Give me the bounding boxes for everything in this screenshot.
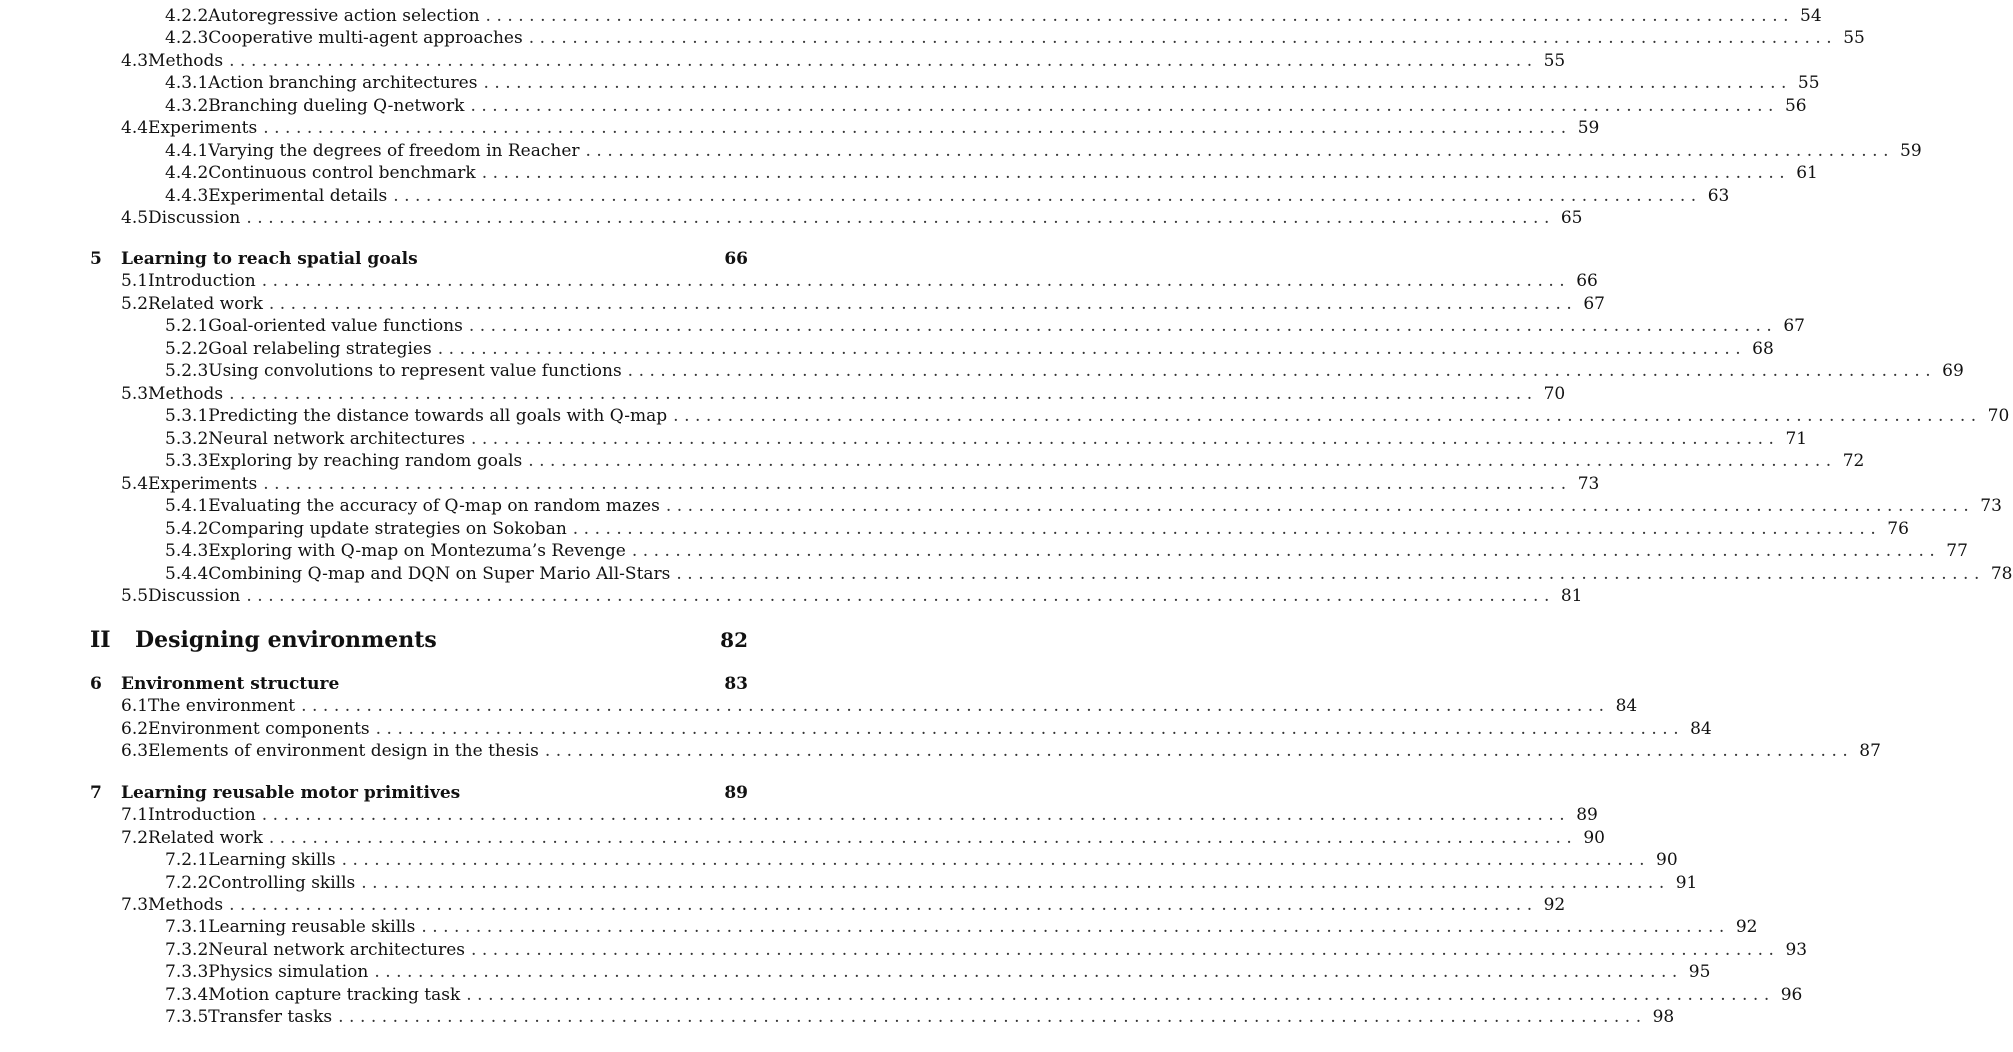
toc-entry-title: Goal-oriented value functions (208, 316, 463, 336)
toc-entry-page-number: 89 (724, 783, 748, 803)
toc-entry-number: 4.4 (121, 118, 149, 138)
dot-leader: ........................................................................................................................ (261, 805, 1571, 825)
toc-entry-page-number: 59 (1577, 118, 1600, 138)
toc-entry-subsection[interactable] (165, 1007, 1675, 1027)
toc-entry-number: 4.3 (121, 51, 149, 71)
dot-leader: ........................................................................................................................ (544, 741, 1854, 761)
toc-entry-subsection[interactable] (165, 541, 1968, 561)
toc-entry-chapter[interactable] (90, 783, 748, 803)
toc-entry-title: Combining Q-map and DQN on Super Mario All-Stars (208, 564, 671, 584)
dot-leader: ........................................................................................................................ (229, 51, 1538, 71)
toc-entry-page-number: 76 (1887, 519, 1909, 539)
toc-entry-page-number: 70 (1987, 406, 2010, 426)
toc-entry-page-number: 93 (1785, 940, 1808, 960)
toc-entry-subsection[interactable] (165, 429, 1808, 449)
toc-entry-page-number: 70 (1543, 384, 1566, 404)
toc-entry-number: 6.1 (121, 696, 149, 716)
toc-entry-section[interactable] (121, 719, 1712, 739)
dot-leader: ........................................................................................................................ (665, 496, 1975, 516)
toc-entry-section[interactable] (121, 586, 1583, 606)
toc-entry-subsection[interactable] (165, 6, 1822, 26)
toc-entry-title: Physics simulation (208, 962, 369, 982)
toc-entry-page-number: 83 (724, 674, 748, 694)
toc-entry-section[interactable] (121, 384, 1566, 404)
toc-entry-number: 5.4.4 (165, 564, 209, 584)
toc-entry-number: 4.5 (121, 208, 149, 228)
toc-entry-number: 5.1 (121, 271, 149, 291)
toc-entry-number: II (90, 627, 111, 653)
dot-leader: ........................................................................................................................ (483, 73, 1792, 93)
toc-entry-page-number: 95 (1688, 962, 1711, 982)
toc-entry-section[interactable] (121, 51, 1566, 71)
toc-entry-section[interactable] (121, 294, 1605, 314)
dot-leader: ........................................................................................................................ (631, 541, 1941, 561)
toc-entry-section[interactable] (121, 271, 1598, 291)
toc-entry-page-number: 54 (1800, 6, 1822, 26)
toc-entry-number: 7.2 (121, 828, 149, 848)
toc-entry-title: Neural network architectures (208, 429, 465, 449)
toc-entry-title: Neural network architectures (208, 940, 465, 960)
toc-entry-title: Elements of environment design in the thesis (148, 741, 539, 761)
toc-entry-title: Learning skills (208, 850, 336, 870)
toc-entry-number: 5.3.2 (165, 429, 209, 449)
toc-entry-number: 5.2.1 (165, 316, 209, 336)
toc-entry-page-number: 90 (1583, 828, 1605, 848)
toc-entry-title: Methods (148, 384, 224, 404)
toc-entry-page-number: 92 (1543, 895, 1566, 915)
toc-entry-section[interactable] (121, 895, 1566, 915)
toc-entry-title: Experiments (148, 474, 258, 494)
toc-entry-page-number: 71 (1785, 429, 1808, 449)
dot-leader: ........................................................................................................................ (585, 141, 1894, 161)
dot-leader: ........................................................................................................................ (673, 406, 1982, 426)
toc-entry-section[interactable] (121, 805, 1598, 825)
toc-entry-page-number: 55 (1797, 73, 1820, 93)
dot-leader: ........................................................................................................................ (470, 96, 1779, 116)
toc-entry-title: Experimental details (208, 186, 388, 206)
dot-leader: ........................................................................................................................ (375, 719, 1685, 739)
toc-entry-chapter[interactable] (90, 249, 748, 269)
toc-entry-subsection[interactable] (165, 940, 1808, 960)
dot-leader: ........................................................................................................................ (466, 985, 1775, 1005)
toc-entry-page-number: 96 (1780, 985, 1803, 1005)
toc-entry-number: 7.3.2 (165, 940, 209, 960)
toc-entry-title: Varying the degrees of freedom in Reacher (208, 141, 580, 161)
toc-entry-subsection[interactable] (165, 73, 1820, 93)
toc-entry-number: 5.4.1 (165, 496, 209, 516)
toc-entry-title: Continuous control benchmark (208, 163, 476, 183)
toc-entry-number: 7.3 (121, 895, 149, 915)
toc-entry-title: Exploring by reaching random goals (208, 451, 523, 471)
dot-leader: ........................................................................................................................ (229, 384, 1538, 404)
dot-leader: ........................................................................................................................ (421, 917, 1730, 937)
dot-leader: ........................................................................................................................ (229, 895, 1538, 915)
dot-leader: ........................................................................................................................ (261, 271, 1571, 291)
toc-entry-title: The environment (148, 696, 296, 716)
toc-entry-subsection[interactable] (165, 985, 1803, 1005)
toc-entry-number: 5.3.1 (165, 406, 209, 426)
toc-entry-part[interactable] (90, 627, 748, 653)
toc-entry-title: Exploring with Q-map on Montezuma’s Revenge (208, 541, 626, 561)
toc-entry-subsection[interactable] (165, 316, 1805, 336)
toc-entry-title: Autoregressive action selection (208, 6, 480, 26)
dot-leader: ........................................................................................................................ (437, 339, 1747, 359)
toc-entry-title: Transfer tasks (208, 1007, 333, 1027)
toc-entry-title: Discussion (148, 586, 241, 606)
toc-entry-title: Evaluating the accuracy of Q-map on random mazes (208, 496, 660, 516)
toc-entry-title: Environment components (148, 719, 370, 739)
dot-leader: ........................................................................................................................ (393, 186, 1702, 206)
toc-entry-number: 5.2 (121, 294, 149, 314)
toc-entry-number: 7.3.3 (165, 962, 209, 982)
toc-entry-page-number: 84 (1690, 719, 1712, 739)
toc-entry-page-number: 55 (1543, 51, 1566, 71)
dot-leader: ........................................................................................................................ (268, 294, 1578, 314)
toc-entry-number: 7.2.1 (165, 850, 209, 870)
toc-entry-page-number: 82 (720, 628, 748, 652)
toc-entry-subsection[interactable] (165, 186, 1730, 206)
toc-entry-subsection[interactable] (165, 451, 1865, 471)
toc-entry-page-number: 78 (1990, 564, 2013, 584)
dot-leader: ........................................................................................................................ (263, 118, 1572, 138)
toc-entry-title: Goal relabeling strategies (208, 339, 432, 359)
toc-entry-subsection[interactable] (165, 406, 2010, 426)
toc-entry-title: Learning reusable motor primitives (121, 783, 461, 803)
toc-entry-subsection[interactable] (165, 361, 1964, 381)
toc-entry-page-number: 61 (1796, 163, 1818, 183)
toc-entry-page-number: 73 (1980, 496, 2002, 516)
toc-entry-chapter[interactable] (90, 674, 748, 694)
toc-entry-page-number: 98 (1652, 1007, 1675, 1027)
toc-entry-page-number: 68 (1752, 339, 1774, 359)
dot-leader: ........................................................................................................................ (470, 940, 1780, 960)
toc-entry-page-number: 73 (1577, 474, 1600, 494)
toc-entry-number: 7.3.5 (165, 1007, 209, 1027)
toc-entry-page-number: 69 (1942, 361, 1964, 381)
dot-leader: ........................................................................................................................ (676, 564, 1985, 584)
toc-entry-number: 6.3 (121, 741, 149, 761)
toc-entry-section[interactable] (121, 741, 1881, 761)
dot-leader: ........................................................................................................................ (338, 1007, 1647, 1027)
toc-entry-number: 4.3.1 (165, 73, 209, 93)
toc-entry-number: 6.2 (121, 719, 149, 739)
toc-entry-title: Using convolutions to represent value functions (208, 361, 622, 381)
toc-entry-page-number: 72 (1842, 451, 1865, 471)
toc-entry-number: 5.4.3 (165, 541, 209, 561)
toc-entry-title: Related work (148, 294, 263, 314)
toc-entry-title: Learning to reach spatial goals (121, 249, 418, 269)
dot-leader: ........................................................................................................................ (246, 208, 1555, 228)
toc-entry-subsection[interactable] (165, 28, 1865, 48)
toc-entry-number: 7.1 (121, 805, 149, 825)
dot-leader: ........................................................................................................................ (341, 850, 1651, 870)
toc-entry-page-number: 91 (1675, 873, 1698, 893)
toc-entry-number: 5.3.3 (165, 451, 209, 471)
toc-entry-subsection[interactable] (165, 96, 1807, 116)
toc-entry-number: 5.4 (121, 474, 149, 494)
dot-leader: ........................................................................................................................ (374, 962, 1683, 982)
dot-leader: ........................................................................................................................ (528, 451, 1837, 471)
toc-entry-subsection[interactable] (165, 564, 2013, 584)
toc-entry-subsection[interactable] (165, 163, 1818, 183)
toc-entry-page-number: 87 (1859, 741, 1881, 761)
dot-leader: ........................................................................................................................ (572, 519, 1882, 539)
toc-entry-section[interactable] (121, 474, 1600, 494)
toc-entry-subsection[interactable] (165, 141, 1922, 161)
toc-entry-title: Introduction (148, 805, 256, 825)
toc-entry-number: 4.4.1 (165, 141, 209, 161)
toc-entry-section[interactable] (121, 828, 1605, 848)
toc-entry-title: Related work (148, 828, 263, 848)
toc-entry-page-number: 66 (724, 249, 748, 269)
toc-entry-number: 6 (90, 674, 102, 694)
toc-entry-page-number: 65 (1560, 208, 1583, 228)
toc-entry-title: Learning reusable skills (208, 917, 416, 937)
toc-entry-page-number: 66 (1576, 271, 1598, 291)
toc-entry-number: 5.4.2 (165, 519, 209, 539)
toc-entry-page-number: 81 (1560, 586, 1583, 606)
toc-entry-title: Comparing update strategies on Sokoban (208, 519, 567, 539)
toc-entry-page-number: 67 (1783, 316, 1805, 336)
toc-entry-page-number: 56 (1784, 96, 1807, 116)
toc-entry-title: Cooperative multi-agent approaches (208, 28, 523, 48)
toc-entry-section[interactable] (121, 208, 1583, 228)
toc-entry-number: 5.2.3 (165, 361, 209, 381)
dot-leader: ........................................................................................................................ (528, 28, 1838, 48)
toc-entry-page-number: 67 (1583, 294, 1605, 314)
toc-entry-title: Branching dueling Q-network (208, 96, 465, 116)
toc-entry-subsection[interactable] (165, 850, 1678, 870)
toc-entry-title: Methods (148, 895, 224, 915)
toc-entry-section[interactable] (121, 118, 1600, 138)
toc-entry-subsection[interactable] (165, 962, 1711, 982)
dot-leader: ........................................................................................................................ (268, 828, 1578, 848)
dot-leader: ........................................................................................................................ (485, 6, 1795, 26)
toc-entry-number: 5.5 (121, 586, 149, 606)
toc-entry-page-number: 90 (1656, 850, 1678, 870)
toc-entry-title: Discussion (148, 208, 241, 228)
dot-leader: ........................................................................................................................ (481, 163, 1791, 183)
toc-entry-title: Designing environments (135, 627, 437, 653)
toc-entry-title: Predicting the distance towards all goals with Q-map (208, 406, 668, 426)
toc-entry-number: 7.2.2 (165, 873, 209, 893)
toc-entry-number: 4.2.3 (165, 28, 209, 48)
toc-entry-page-number: 84 (1615, 696, 1638, 716)
dot-leader: ........................................................................................................................ (470, 429, 1780, 449)
toc-entry-page-number: 89 (1576, 805, 1598, 825)
toc-entry-number: 4.2.2 (165, 6, 209, 26)
toc-entry-number: 4.4.3 (165, 186, 209, 206)
toc-entry-subsection[interactable] (165, 496, 2002, 516)
toc-entry-number: 7 (90, 783, 102, 803)
toc-entry-page-number: 63 (1707, 186, 1730, 206)
toc-entry-number: 7.3.1 (165, 917, 209, 937)
toc-entry-number: 4.3.2 (165, 96, 209, 116)
toc-entry-title: Methods (148, 51, 224, 71)
toc-entry-subsection[interactable] (165, 917, 1758, 937)
dot-leader: ........................................................................................................................ (361, 873, 1670, 893)
toc-entry-number: 5 (90, 249, 102, 269)
toc-entry-subsection[interactable] (165, 339, 1774, 359)
toc-entry-title: Environment structure (121, 674, 340, 694)
toc-entry-number: 5.3 (121, 384, 149, 404)
toc-entry-page-number: 77 (1946, 541, 1968, 561)
toc-entry-title: Controlling skills (208, 873, 356, 893)
toc-entry-title: Action branching architectures (208, 73, 478, 93)
dot-leader: ........................................................................................................................ (263, 474, 1572, 494)
toc-entry-page-number: 55 (1843, 28, 1865, 48)
toc-entry-page-number: 59 (1900, 141, 1922, 161)
toc-entry-number: 7.3.4 (165, 985, 209, 1005)
toc-entry-subsection[interactable] (165, 519, 1909, 539)
toc-entry-title: Motion capture tracking task (208, 985, 461, 1005)
toc-entry-number: 4.4.2 (165, 163, 209, 183)
dot-leader: ........................................................................................................................ (627, 361, 1937, 381)
dot-leader: ........................................................................................................................ (468, 316, 1778, 336)
toc-entry-title: Introduction (148, 271, 256, 291)
toc-entry-number: 5.2.2 (165, 339, 209, 359)
toc-entry-subsection[interactable] (165, 873, 1698, 893)
toc-entry-title: Experiments (148, 118, 258, 138)
dot-leader: ........................................................................................................................ (301, 696, 1610, 716)
toc-entry-section[interactable] (121, 696, 1638, 716)
dot-leader: ........................................................................................................................ (246, 586, 1555, 606)
toc-entry-page-number: 92 (1735, 917, 1758, 937)
